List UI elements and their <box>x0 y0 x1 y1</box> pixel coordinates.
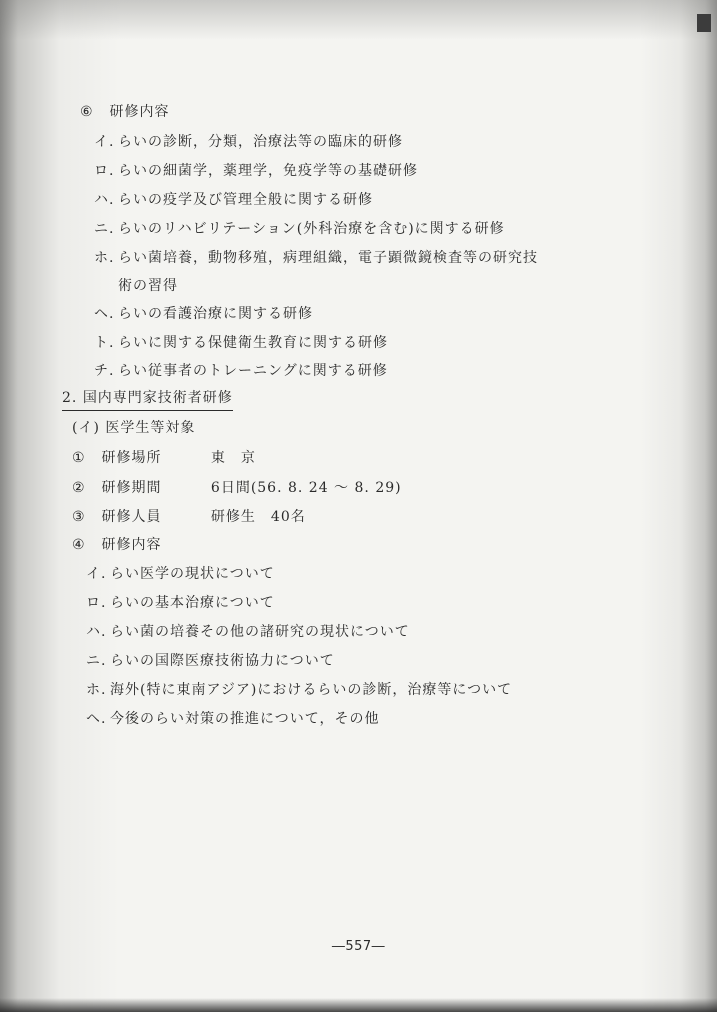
item-text: らいの基本治療について <box>110 595 275 611</box>
item-mark: ハ. <box>86 624 107 640</box>
item-text: 今後のらい対策の推進について，その他 <box>110 711 380 727</box>
corner-mark <box>697 14 711 32</box>
list-item <box>86 623 410 641</box>
item-mark: ホ. <box>94 250 115 266</box>
item-mark: ホ. <box>86 682 107 698</box>
item-mark: ロ. <box>86 595 107 611</box>
list-item <box>94 191 373 209</box>
list-item-continuation <box>94 277 178 295</box>
item-mark: ニ. <box>86 653 107 669</box>
section2-heading <box>62 389 233 411</box>
item-text: らいのリハビリテーション(外科治療を含む)に関する研修 <box>118 221 505 237</box>
detail-marker: ② <box>72 480 86 496</box>
item-text: らいの診断，分類，治療法等の臨床的研修 <box>118 134 403 150</box>
item-mark: ヘ. <box>94 306 115 322</box>
subheading-text: 医学生等対象 <box>105 420 196 436</box>
detail-marker: ③ <box>72 509 86 525</box>
section6-marker: ⑥ <box>80 104 94 120</box>
list-item <box>86 710 379 728</box>
item-text: らい医学の現状について <box>110 566 275 582</box>
list-item <box>86 565 275 583</box>
item-mark: ニ. <box>94 221 115 237</box>
content-title: 研修内容 <box>101 537 162 553</box>
item-text: らいの国際医療技術協力について <box>110 653 335 669</box>
detail-marker: ① <box>72 450 86 466</box>
content-marker: ④ <box>72 537 86 553</box>
detail-row <box>72 508 306 526</box>
list-item <box>94 249 538 267</box>
item-mark: ト. <box>94 335 115 351</box>
item-text: らいの看護治療に関する研修 <box>118 306 313 322</box>
detail-row <box>72 479 402 497</box>
item-mark: ロ. <box>94 163 115 179</box>
detail-row <box>72 449 256 467</box>
page-number: ―557― <box>331 939 386 954</box>
section2-title: 国内専門家技術者研修 <box>82 390 233 406</box>
item-mark: イ. <box>86 566 107 582</box>
detail-label: 研修人員 <box>101 509 162 525</box>
detail-value: 研修生 40名 <box>210 509 306 525</box>
list-item <box>86 681 512 699</box>
item-mark: ヘ. <box>86 711 107 727</box>
item-text: らい従事者のトレーニングに関する研修 <box>118 363 388 379</box>
item-mark: ハ. <box>94 192 115 208</box>
list-item <box>94 362 388 380</box>
list-item <box>94 162 418 180</box>
item-mark: イ. <box>94 134 115 150</box>
subheading-marker: (イ) <box>72 420 100 436</box>
bottom-shadow <box>0 998 717 1012</box>
section6-title: 研修内容 <box>109 104 170 120</box>
detail-value: 6日間(56. 8. 24 ～ 8. 29) <box>210 480 402 496</box>
item-text: らいの細菌学，薬理学，免疫学等の基礎研修 <box>118 163 418 179</box>
item-text: 術の習得 <box>118 278 178 294</box>
subheading <box>72 419 195 437</box>
list-item <box>94 220 505 238</box>
list-item <box>94 133 403 151</box>
list-item <box>94 334 388 352</box>
list-item <box>94 305 313 323</box>
item-text: らい菌培養，動物移殖，病理組織，電子顕微鏡検査等の研究技 <box>118 250 538 266</box>
item-text: らいの疫学及び管理全般に関する研修 <box>118 192 373 208</box>
item-text: らいに関する保健衛生教育に関する研修 <box>118 335 388 351</box>
detail-label: 研修期間 <box>101 480 162 496</box>
item-mark: チ. <box>94 363 115 379</box>
content-heading <box>72 536 161 554</box>
detail-value: 東 京 <box>210 450 256 466</box>
list-item <box>86 594 275 612</box>
item-text: らい菌の培養その他の諸研究の現状について <box>110 624 410 640</box>
detail-label: 研修場所 <box>101 450 162 466</box>
section6-heading <box>80 103 169 121</box>
top-shadow <box>0 0 717 40</box>
list-item <box>86 652 335 670</box>
section2-number: 2. <box>62 390 78 406</box>
item-text: 海外(特に東南アジア)におけるらいの診断，治療等について <box>110 682 513 698</box>
